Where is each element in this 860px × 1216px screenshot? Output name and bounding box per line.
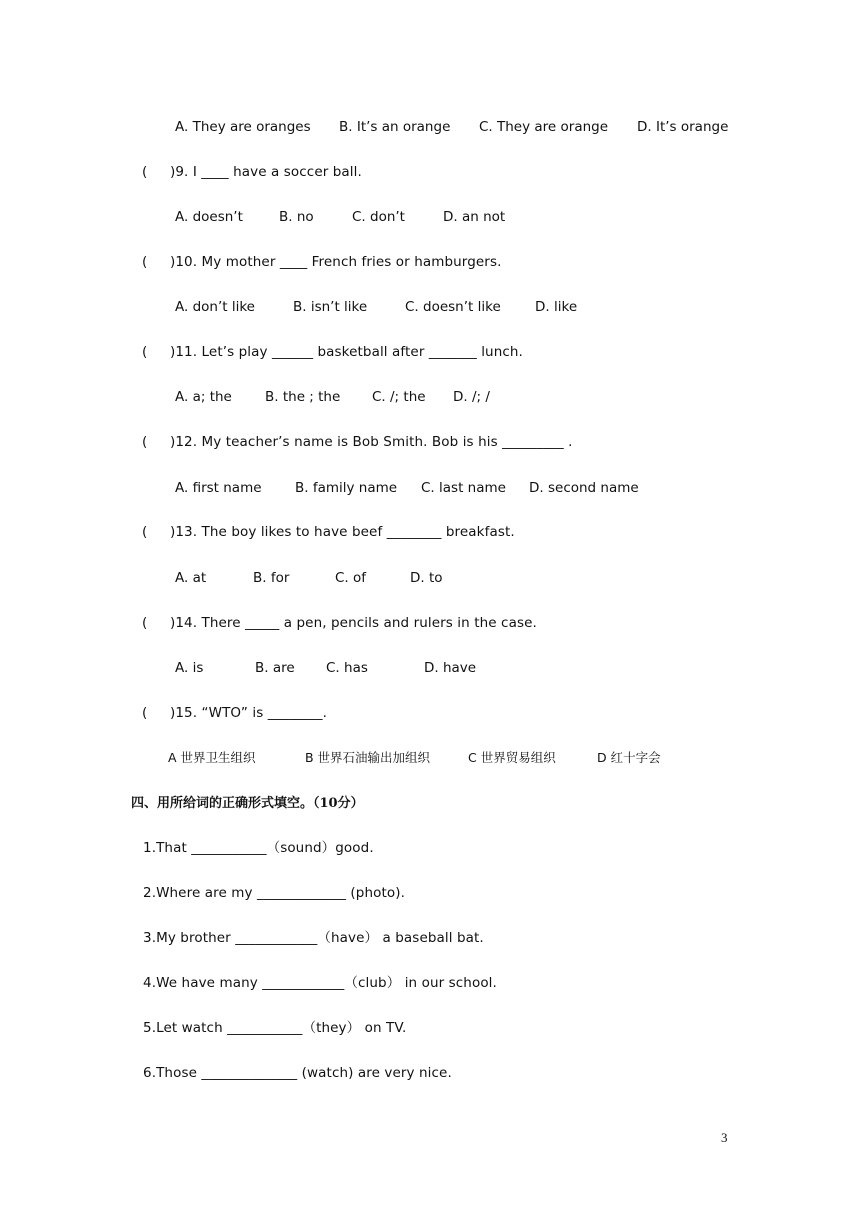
- question-text: )10. My mother ____ French fries or hamburgers.: [170, 254, 502, 270]
- question-13-stem: [142, 523, 515, 541]
- option-c: C. don’t: [352, 209, 405, 225]
- option-a: A. a; the: [175, 389, 232, 405]
- question-text: )9. I ____ have a soccer ball.: [170, 164, 362, 180]
- option-c: C. of: [335, 570, 367, 586]
- question-15-stem: [142, 704, 327, 722]
- option-c: C 世界贸易组织: [468, 750, 556, 765]
- question-text: )13. The boy likes to have beef ________ breakfast.: [170, 524, 515, 540]
- fill-in-item-2: 2.Where are my _____________ (photo).: [143, 885, 405, 901]
- option-d: D. to: [410, 570, 443, 586]
- option-b: B. no: [279, 209, 314, 225]
- answer-paren: (: [142, 254, 148, 270]
- question-11-stem: [142, 343, 523, 361]
- option-c: C. doesn’t like: [405, 299, 501, 315]
- section-4-heading: 四、用所给词的正确形式填空。（10分）: [131, 796, 364, 811]
- option-d: D. have: [424, 660, 477, 676]
- option-a: A. They are oranges: [175, 119, 311, 135]
- question-text: )12. My teacher’s name is Bob Smith. Bob is his _________ .: [170, 434, 573, 450]
- option-b: B. the ; the: [265, 389, 341, 405]
- option-a: A. is: [175, 660, 204, 676]
- option-d: D. like: [535, 299, 578, 315]
- option-b: B. family name: [295, 480, 398, 496]
- option-a: A. don’t like: [175, 299, 255, 315]
- option-a: A 世界卫生组织: [168, 750, 256, 765]
- question-9-stem: [142, 163, 362, 181]
- answer-paren: (: [142, 164, 148, 180]
- question-text: )15. “WTO” is ________.: [170, 705, 327, 721]
- option-b: B. isn’t like: [293, 299, 368, 315]
- page-number: 3: [721, 1130, 728, 1145]
- question-text: )14. There _____ a pen, pencils and rulers in the case.: [170, 615, 537, 631]
- question-12-stem: [142, 433, 573, 451]
- question-14-stem: [142, 614, 537, 632]
- question-10-stem: [142, 253, 501, 271]
- answer-paren: (: [142, 524, 148, 540]
- fill-in-item-4: 4.We have many ____________（club） in our school.: [143, 975, 497, 991]
- option-c: C. has: [326, 660, 368, 676]
- answer-paren: (: [142, 705, 148, 721]
- fill-in-item-1: 1.That ___________（sound）good.: [143, 840, 374, 856]
- option-b: B. for: [253, 570, 290, 586]
- option-a: A. doesn’t: [175, 209, 243, 225]
- option-c: C. /; the: [372, 389, 426, 405]
- fill-in-item-5: 5.Let watch ___________（they） on TV.: [143, 1020, 407, 1036]
- answer-paren: (: [142, 434, 148, 450]
- option-a: A. at: [175, 570, 207, 586]
- option-d: D. It’s orange: [637, 119, 729, 135]
- fill-in-item-6: 6.Those ______________ (watch) are very nice.: [143, 1065, 452, 1081]
- answer-paren: (: [142, 344, 148, 360]
- option-b: B. are: [255, 660, 295, 676]
- question-text: )11. Let’s play ______ basketball after _______ lunch.: [170, 344, 523, 360]
- option-c: C. They are orange: [479, 119, 609, 135]
- option-d: D. second name: [529, 480, 639, 496]
- option-d: D. an not: [443, 209, 506, 225]
- option-d: D. /; /: [453, 389, 490, 405]
- answer-paren: (: [142, 615, 148, 631]
- option-b: B 世界石油输出加组织: [305, 750, 431, 765]
- option-c: C. last name: [421, 480, 506, 496]
- option-d: D 红十字会: [597, 750, 661, 765]
- option-a: A. first name: [175, 480, 262, 496]
- fill-in-item-3: 3.My brother ____________（have） a baseball bat.: [143, 930, 484, 946]
- option-b: B. It’s an orange: [339, 119, 451, 135]
